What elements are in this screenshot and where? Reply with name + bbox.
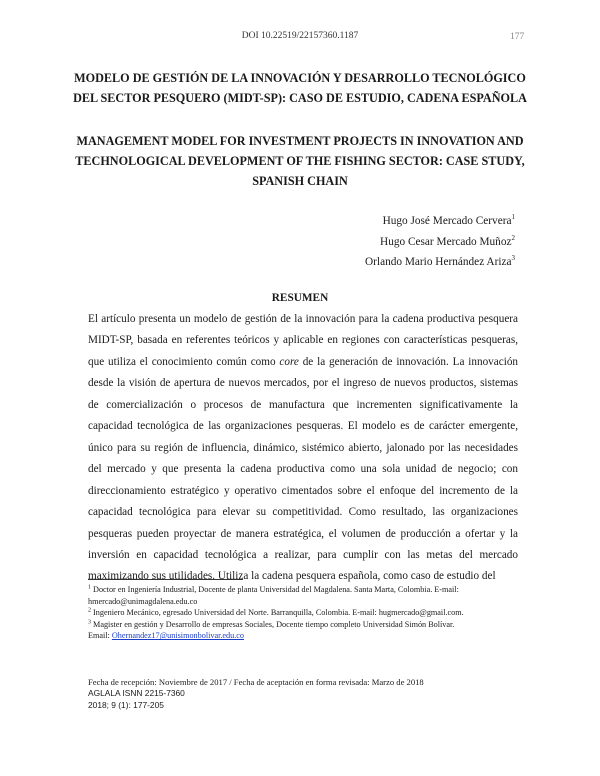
author-name: Orlando Mario Hernández Ariza [365,256,512,268]
author-1 [365,211,515,232]
journal-volume: 2018; 9 (1): 177-205 [88,699,164,710]
footnote-divider [88,579,243,580]
footnote-3 [88,619,528,631]
author-name: Hugo José Mercado Cervera [382,215,512,227]
footnote-text: Ingeniero Mecánico, egresado Universidad del Norte. Barranquilla, Colombia. E-mail: hugmercado@gmail.com. [91,608,464,618]
author-3 [365,252,515,273]
footnote-3-email-line [88,630,528,642]
doi-header: DOI 10.22519/22157360.1187 [241,31,359,41]
title-spanish [60,68,540,108]
author-mark: 2 [511,233,515,242]
footnote-mark: 1 [88,584,91,591]
journal-issn: AGLALA ISNN 2215-7360 [88,688,185,699]
page-number: 177 [510,32,525,42]
title-en-line-2: TECHNOLOGICAL DEVELOPMENT OF THE FISHING SECTOR: CASE STUDY, [75,154,525,168]
email-link[interactable]: Ohernandez17@unisimonbolivar.edu.co [111,631,245,641]
footnote-mark: 2 [88,607,91,614]
title-en-line-3: SPANISH CHAIN [252,174,348,188]
footnote-mark: 3 [88,619,91,626]
author-list [365,211,515,273]
abstract-heading: RESUMEN [271,292,329,304]
author-name: Hugo Cesar Mercado Muñoz [380,235,512,248]
author-mark: 3 [511,254,515,263]
footnote-2 [88,607,528,619]
reception-dates: Fecha de recepción: Noviembre de 2017 / Fecha de aceptación en forma revisada: Marzo de 2018 [88,677,424,687]
abstract-italic-term: core [279,355,299,368]
article-meta [88,677,528,711]
abstract-text-part-1: El artículo presenta un modelo de gestión de la innovación para la cadena productiva pesquera MIDT-SP, basada en referentes teóricos y aplicable en regiones con características pesqueras, que utiliza el conocimiento común como [88,313,518,368]
author-mark: 1 [511,213,515,222]
abstract-paragraph [88,309,519,591]
footnote-text: Doctor en Ingeniería Industrial, Docente de planta Universidad del Magdalena. Santa Marta, Colombia. E-mail: hmercado@unimagdalena.edu.co [88,585,459,606]
title-es-line-2: DEL SECTOR PESQUERO (MIDT-SP): CASO DE ESTUDIO, CADENA ESPAÑOLA [73,91,527,105]
footnotes [88,584,528,642]
footnote-1 [88,584,528,607]
footnote-text: Magister en gestión y Desarrollo de empresas Sociales, Docente tiempo completo Universidad Simón Bolívar. [91,619,455,629]
title-es-line-1: MODELO DE GESTIÓN DE LA INNOVACIÓN Y DESARROLLO TECNOLÓGICO [74,71,526,85]
title-en-line-1: MANAGEMENT MODEL FOR INVESTMENT PROJECTS IN INNOVATION AND [76,134,524,148]
abstract-text-part-2: de la generación de innovación. La innovación desde la visión de apertura de nuevos mercados, por el ingreso de nuevos productos, sistemas de comercialización o procesos de manufactura que incrementen significativamente la capacidad tecnológica de las organizaciones pesqueras. El modelo es de carácter emergente, único para su región de influencia, dinámico, sistémico abierto, jalonado por las necesidades del mercado y que presenta la cadena productiva como una sola unidad de negocio; con direccionamiento estratégico y operativo cimentados sobre el enfoque del incremento de la capacidad tecnológica para elevar su competitividad. Como resultado, las organizaciones pesqueras pueden proyectar de manera estratégica, el volumen de producción a ofertar y la inversión en capacidad tecnológica a realizar, para cumplir con las metas del mercado maximizando sus utilidades. Utiliza la cadena pesquera española, como caso de estudio del [88,355,519,583]
title-english [60,131,540,191]
author-2 [365,232,515,253]
abstract-body [88,309,519,591]
email-label: Email: [88,631,112,641]
